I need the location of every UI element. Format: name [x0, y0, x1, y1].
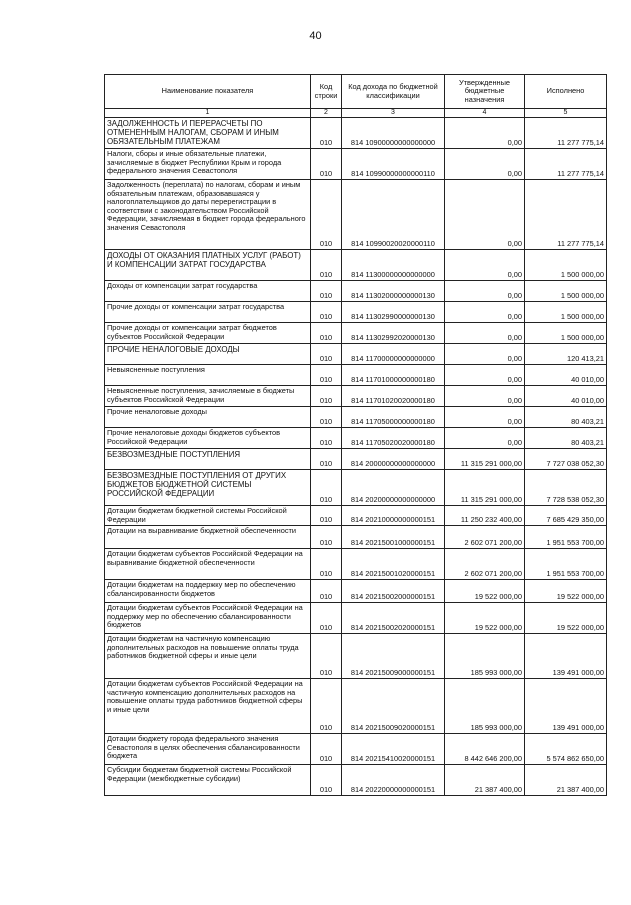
row-income-code: 814 20000000000000000 [342, 449, 445, 470]
row-line-code: 010 [311, 580, 342, 603]
row-name: Прочие неналоговые доходы [105, 407, 311, 428]
table-row [105, 526, 607, 549]
row-approved-amount: 2 602 071 200,00 [445, 526, 525, 549]
row-executed-amount: 1 951 553 700,00 [525, 526, 607, 549]
row-line-code: 010 [311, 428, 342, 449]
row-approved-amount: 19 522 000,00 [445, 603, 525, 634]
table-row [105, 734, 607, 765]
row-name: Прочие неналоговые доходы бюджетов субъектов Российской Федерации [105, 428, 311, 449]
row-name: Доходы от компенсации затрат государства [105, 281, 311, 302]
row-line-code: 010 [311, 634, 342, 679]
row-line-code: 010 [311, 118, 342, 149]
row-line-code: 010 [311, 149, 342, 180]
row-name: Дотации бюджетам субъектов Российской Федерации на выравнивание бюджетной обеспеченности [105, 549, 311, 580]
row-approved-amount: 0,00 [445, 323, 525, 344]
table-row [105, 679, 607, 734]
row-line-code: 010 [311, 549, 342, 580]
row-name: БЕЗВОЗМЕЗДНЫЕ ПОСТУПЛЕНИЯ ОТ ДРУГИХ БЮДЖЕТОВ БЮДЖЕТНОЙ СИСТЕМЫ РОССИЙСКОЙ ФЕДЕРАЦИИ [105, 470, 311, 506]
table-row [105, 180, 607, 250]
row-executed-amount: 7 685 429 350,00 [525, 506, 607, 526]
table-row [105, 580, 607, 603]
row-name: Дотации бюджетам на частичную компенсацию дополнительных расходов на повышение оплаты труда работников бюджетной сферы и иные цели [105, 634, 311, 679]
table-row [105, 302, 607, 323]
row-approved-amount: 0,00 [445, 250, 525, 281]
row-line-code: 010 [311, 765, 342, 796]
row-executed-amount: 139 491 000,00 [525, 634, 607, 679]
row-executed-amount: 7 727 038 052,30 [525, 449, 607, 470]
header-income-code: Код дохода по бюджетной классификации [342, 75, 445, 109]
row-line-code: 010 [311, 180, 342, 250]
row-income-code: 814 20215009020000151 [342, 679, 445, 734]
row-name: Дотации бюджетам на поддержку мер по обеспечению сбалансированности бюджетов [105, 580, 311, 603]
table-row [105, 250, 607, 281]
table-row [105, 344, 607, 365]
budget-execution-table [104, 74, 607, 796]
row-approved-amount: 0,00 [445, 428, 525, 449]
row-name: Дотации бюджетам субъектов Российской Федерации на частичную компенсацию дополнительных расходов на повышение оплаты труда работников бюджетной сферы и иные цели [105, 679, 311, 734]
table-row [105, 470, 607, 506]
column-number: 4 [445, 109, 525, 118]
row-approved-amount: 0,00 [445, 180, 525, 250]
table-row [105, 603, 607, 634]
row-name: Задолженность (переплата) по налогам, сборам и иным обязательным платежам, образовавшаяся у налогоплательщиков до даты перерегистрации в соответствии с законодательством Российской Федерации, зачисляемая в бюджет города федерального значения Севастополя [105, 180, 311, 250]
row-approved-amount: 0,00 [445, 118, 525, 149]
row-name: Дотации бюджету города федерального значения Севастополя в целях обеспечения сбалансированности бюджета [105, 734, 311, 765]
row-approved-amount: 0,00 [445, 365, 525, 386]
row-executed-amount: 7 728 538 052,30 [525, 470, 607, 506]
table-row [105, 365, 607, 386]
column-number: 5 [525, 109, 607, 118]
row-income-code: 814 11705000000000180 [342, 407, 445, 428]
row-executed-amount: 80 403,21 [525, 407, 607, 428]
row-line-code: 010 [311, 250, 342, 281]
row-line-code: 010 [311, 323, 342, 344]
row-executed-amount: 11 277 775,14 [525, 118, 607, 149]
row-approved-amount: 0,00 [445, 344, 525, 365]
row-name: Невыясненные поступления, зачисляемые в бюджеты субъектов Российской Федерации [105, 386, 311, 407]
row-income-code: 814 11705020020000180 [342, 428, 445, 449]
column-number-row [105, 109, 607, 118]
row-executed-amount: 1 500 000,00 [525, 281, 607, 302]
table-row [105, 407, 607, 428]
table-row [105, 549, 607, 580]
row-line-code: 010 [311, 344, 342, 365]
row-executed-amount: 11 277 775,14 [525, 149, 607, 180]
row-income-code: 814 20220000000000151 [342, 765, 445, 796]
row-approved-amount: 185 993 000,00 [445, 679, 525, 734]
table-row [105, 428, 607, 449]
row-approved-amount: 11 315 291 000,00 [445, 449, 525, 470]
table-row [105, 634, 607, 679]
row-income-code: 814 20215001000000151 [342, 526, 445, 549]
row-line-code: 010 [311, 603, 342, 634]
row-executed-amount: 1 500 000,00 [525, 250, 607, 281]
row-name: Дотации бюджетам субъектов Российской Федерации на поддержку мер по обеспечению сбалансированности бюджетов [105, 603, 311, 634]
row-name: Прочие доходы от компенсации затрат государства [105, 302, 311, 323]
row-income-code: 814 20215410020000151 [342, 734, 445, 765]
column-number: 2 [311, 109, 342, 118]
header-row [105, 75, 607, 109]
row-income-code: 814 20215002000000151 [342, 580, 445, 603]
table-row [105, 323, 607, 344]
row-line-code: 010 [311, 407, 342, 428]
table-row [105, 281, 607, 302]
header-line-code: Код строки [311, 75, 342, 109]
row-executed-amount: 1 500 000,00 [525, 323, 607, 344]
row-executed-amount: 80 403,21 [525, 428, 607, 449]
row-name: Дотации на выравнивание бюджетной обеспеченности [105, 526, 311, 549]
row-executed-amount: 21 387 400,00 [525, 765, 607, 796]
row-executed-amount: 1 951 553 700,00 [525, 549, 607, 580]
row-approved-amount: 11 250 232 400,00 [445, 506, 525, 526]
row-income-code: 814 11300000000000000 [342, 250, 445, 281]
table-row [105, 149, 607, 180]
row-name: ПРОЧИЕ НЕНАЛОГОВЫЕ ДОХОДЫ [105, 344, 311, 365]
row-income-code: 814 11302000000000130 [342, 281, 445, 302]
row-income-code: 814 20200000000000000 [342, 470, 445, 506]
header-approved: Утвержденные бюджетные назначения [445, 75, 525, 109]
header-name: Наименование показателя [105, 75, 311, 109]
row-income-code: 814 20210000000000151 [342, 506, 445, 526]
row-line-code: 010 [311, 281, 342, 302]
row-line-code: 010 [311, 679, 342, 734]
row-income-code: 814 20215001020000151 [342, 549, 445, 580]
row-income-code: 814 11701000000000180 [342, 365, 445, 386]
row-name: Прочие доходы от компенсации затрат бюджетов субъектов Российской Федерации [105, 323, 311, 344]
row-name: ЗАДОЛЖЕННОСТЬ И ПЕРЕРАСЧЕТЫ ПО ОТМЕНЕННЫМ НАЛОГАМ, СБОРАМ И ИНЫМ ОБЯЗАТЕЛЬНЫМ ПЛАТЕЖАМ [105, 118, 311, 149]
row-income-code: 814 20215009000000151 [342, 634, 445, 679]
row-executed-amount: 11 277 775,14 [525, 180, 607, 250]
table-body [105, 118, 607, 796]
table-row [105, 386, 607, 407]
row-income-code: 814 10900000000000000 [342, 118, 445, 149]
row-line-code: 010 [311, 526, 342, 549]
row-approved-amount: 2 602 071 200,00 [445, 549, 525, 580]
table-row [105, 449, 607, 470]
row-approved-amount: 11 315 291 000,00 [445, 470, 525, 506]
row-name: БЕЗВОЗМЕЗДНЫЕ ПОСТУПЛЕНИЯ [105, 449, 311, 470]
row-income-code: 814 11302992020000130 [342, 323, 445, 344]
row-approved-amount: 185 993 000,00 [445, 634, 525, 679]
row-income-code: 814 11700000000000000 [342, 344, 445, 365]
row-income-code: 814 10990000000000110 [342, 149, 445, 180]
row-line-code: 010 [311, 386, 342, 407]
row-name: Невыясненные поступления [105, 365, 311, 386]
row-line-code: 010 [311, 506, 342, 526]
row-income-code: 814 11701020020000180 [342, 386, 445, 407]
row-approved-amount: 8 442 646 200,00 [445, 734, 525, 765]
row-line-code: 010 [311, 734, 342, 765]
row-executed-amount: 139 491 000,00 [525, 679, 607, 734]
page-number: 40 [309, 30, 322, 42]
row-executed-amount: 120 413,21 [525, 344, 607, 365]
column-number: 3 [342, 109, 445, 118]
row-executed-amount: 19 522 000,00 [525, 580, 607, 603]
row-approved-amount: 0,00 [445, 149, 525, 180]
table-row [105, 118, 607, 149]
row-name: Субсидии бюджетам бюджетной системы Российской Федерации (межбюджетные субсидии) [105, 765, 311, 796]
header-executed: Исполнено [525, 75, 607, 109]
row-executed-amount: 19 522 000,00 [525, 603, 607, 634]
table-row [105, 765, 607, 796]
row-executed-amount: 1 500 000,00 [525, 302, 607, 323]
row-approved-amount: 0,00 [445, 386, 525, 407]
row-name: Дотации бюджетам бюджетной системы Российской Федерации [105, 506, 311, 526]
column-number: 1 [105, 109, 311, 118]
row-income-code: 814 20215002020000151 [342, 603, 445, 634]
row-income-code: 814 10990020020000110 [342, 180, 445, 250]
row-income-code: 814 11302990000000130 [342, 302, 445, 323]
table-row [105, 506, 607, 526]
row-approved-amount: 0,00 [445, 281, 525, 302]
row-line-code: 010 [311, 365, 342, 386]
row-name: Налоги, сборы и иные обязательные платежи, зачисляемые в бюджет Республики Крым и города федерального значения Севастополя [105, 149, 311, 180]
row-executed-amount: 5 574 862 650,00 [525, 734, 607, 765]
row-approved-amount: 0,00 [445, 302, 525, 323]
row-approved-amount: 0,00 [445, 407, 525, 428]
row-line-code: 010 [311, 449, 342, 470]
row-approved-amount: 19 522 000,00 [445, 580, 525, 603]
row-executed-amount: 40 010,00 [525, 365, 607, 386]
row-executed-amount: 40 010,00 [525, 386, 607, 407]
row-approved-amount: 21 387 400,00 [445, 765, 525, 796]
row-line-code: 010 [311, 470, 342, 506]
row-name: ДОХОДЫ ОТ ОКАЗАНИЯ ПЛАТНЫХ УСЛУГ (РАБОТ) И КОМПЕНСАЦИИ ЗАТРАТ ГОСУДАРСТВА [105, 250, 311, 281]
row-line-code: 010 [311, 302, 342, 323]
